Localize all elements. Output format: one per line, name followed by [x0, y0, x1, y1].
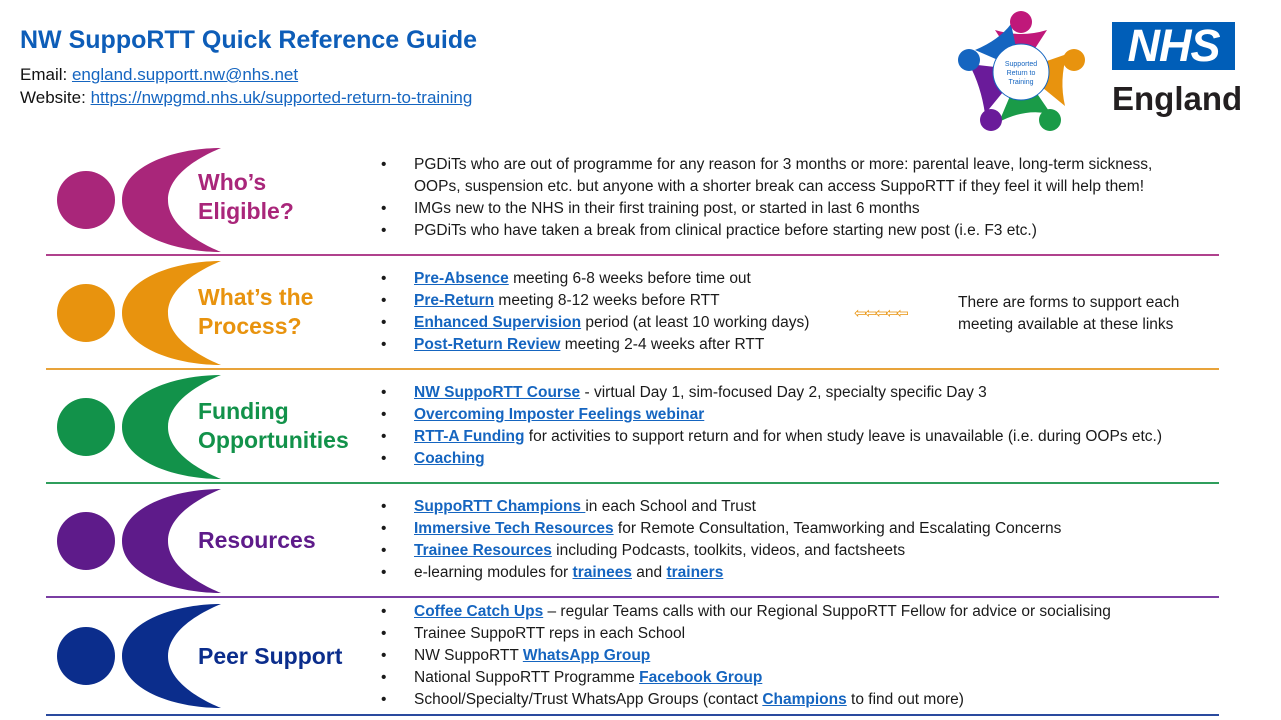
- eligibility-title: [198, 168, 294, 226]
- section-process: [46, 256, 1219, 370]
- funding-title: [198, 397, 349, 455]
- supported-return-to-training-logo: [955, 10, 1087, 132]
- funding-list: [381, 382, 1162, 470]
- eligibility-title-line-2: Eligible?: [198, 198, 294, 224]
- enhanced-supervision-link[interactable]: Enhanced Supervision: [414, 314, 582, 331]
- email-link[interactable]: england.supportt.nw@nhs.net: [71, 65, 299, 84]
- rtt-a-funding-link[interactable]: RTT-A Funding: [414, 428, 525, 445]
- website-line: [20, 88, 472, 108]
- section-divider: [46, 714, 1219, 716]
- nhs-england-text: England: [1112, 80, 1243, 117]
- trainers-link[interactable]: trainers: [666, 564, 724, 581]
- forms-note: There are forms to support each meeting available at these links: [958, 294, 1180, 333]
- peer-support-list: [381, 601, 1111, 711]
- list-item: • Enhanced Supervision period (at least 10 working days): [381, 312, 809, 334]
- process-title-line-1: What’s the: [198, 284, 314, 310]
- pre-return-link[interactable]: Pre-Return: [414, 292, 495, 309]
- website-link[interactable]: https://nwpgmd.nhs.uk/supported-return-to-training: [90, 88, 473, 107]
- funding-title-line-2: Opportunities: [198, 427, 349, 453]
- section-resources: [46, 484, 1219, 598]
- list-item: • Pre-Absence meeting 6-8 weeks before time out: [381, 268, 809, 290]
- eligibility-list: [381, 154, 1184, 242]
- process-title: [198, 283, 313, 341]
- peer-support-title-line-1: Peer Support: [198, 643, 343, 669]
- logo-text-3: Training: [1008, 79, 1034, 86]
- email-line: [20, 65, 298, 85]
- list-item: • IMGs new to the NHS in their first training post, or started in last 6 months: [381, 198, 1184, 220]
- logo-text-2: Return to: [1006, 70, 1036, 77]
- list-item: • SuppoRTT Champions in each School and Trust: [381, 496, 1061, 518]
- section-funding: [46, 370, 1219, 484]
- list-item: • PGDiTs who are out of programme for any reason for 3 months or more: parental leave, long-term sickness, OOPs, suspension etc. but anyone with a shorter break can access SuppoRTT if they feel it will help them!: [381, 154, 1184, 198]
- list-item: • Coffee Catch Ups – regular Teams calls with our Regional SuppoRTT Fellow for advice or socialising: [381, 601, 1111, 623]
- nw-supportt-course-link[interactable]: NW SuppoRTT Course: [414, 384, 581, 401]
- section-eligibility: [46, 144, 1219, 256]
- coaching-link[interactable]: Coaching: [414, 450, 485, 467]
- trainee-resources-link[interactable]: Trainee Resources: [414, 542, 552, 559]
- list-item: • Pre-Return meeting 8-12 weeks before RTT: [381, 290, 809, 312]
- list-item: [381, 448, 1162, 470]
- immersive-tech-link[interactable]: Immersive Tech Resources: [414, 520, 614, 537]
- email-label: Email:: [20, 65, 68, 84]
- list-item: • Post-Return Review meeting 2-4 weeks after RTT: [381, 334, 809, 356]
- process-title-line-2: Process?: [198, 313, 302, 339]
- imposter-webinar-link[interactable]: Overcoming Imposter Feelings webinar: [414, 406, 705, 423]
- list-item: [381, 404, 1162, 426]
- eligibility-title-line-1: Who’s: [198, 169, 267, 195]
- funding-title-line-1: Funding: [198, 398, 289, 424]
- peer-support-title: [198, 642, 342, 671]
- website-label: Website:: [20, 88, 86, 107]
- pre-absence-link[interactable]: Pre-Absence: [414, 270, 509, 287]
- nhs-logo: NHS: [1112, 22, 1235, 70]
- supportt-champions-link[interactable]: SuppoRTT Champions: [414, 498, 586, 515]
- list-item: • PGDiTs who have taken a break from clinical practice before starting new post (i.e. F3 etc.): [381, 220, 1184, 242]
- coffee-catch-ups-link[interactable]: Coffee Catch Ups: [414, 603, 544, 620]
- resources-title: [198, 526, 316, 555]
- logo-text-1: Supported: [1004, 61, 1038, 68]
- list-item: • School/Specialty/Trust WhatsApp Groups (contact Champions to find out more): [381, 689, 1111, 711]
- resources-title-line-1: Resources: [198, 527, 316, 553]
- facebook-group-link[interactable]: Facebook Group: [639, 669, 763, 686]
- list-item: • NW SuppoRTT WhatsApp Group: [381, 645, 1111, 667]
- list-item: • Trainee SuppoRTT reps in each School: [381, 623, 1111, 645]
- list-item: • Trainee Resources including Podcasts, toolkits, videos, and factsheets: [381, 540, 1061, 562]
- left-arrows-icon: ⇦⇦⇦⇦⇦: [854, 305, 907, 322]
- process-list: [381, 268, 809, 356]
- whatsapp-group-link[interactable]: WhatsApp Group: [522, 647, 651, 664]
- list-item: • NW SuppoRTT Course - virtual Day 1, sim-focused Day 2, specialty specific Day 3: [381, 382, 1162, 404]
- section-peer-support: [46, 598, 1219, 716]
- champions-link[interactable]: Champions: [762, 691, 847, 708]
- post-return-review-link[interactable]: Post-Return Review: [414, 336, 561, 353]
- resources-list: [381, 496, 1061, 584]
- list-item: • Immersive Tech Resources for Remote Consultation, Teamworking and Escalating Concerns: [381, 518, 1061, 540]
- list-item: • National SuppoRTT Programme Facebook Group: [381, 667, 1111, 689]
- page-title: NW SuppoRTT Quick Reference Guide: [20, 26, 477, 54]
- trainees-link[interactable]: trainees: [572, 564, 632, 581]
- list-item: • e-learning modules for trainees and trainers: [381, 562, 1061, 584]
- list-item: • RTT-A Funding for activities to support return and for when study leave is unavailable (i.e. during OOPs etc.): [381, 426, 1162, 448]
